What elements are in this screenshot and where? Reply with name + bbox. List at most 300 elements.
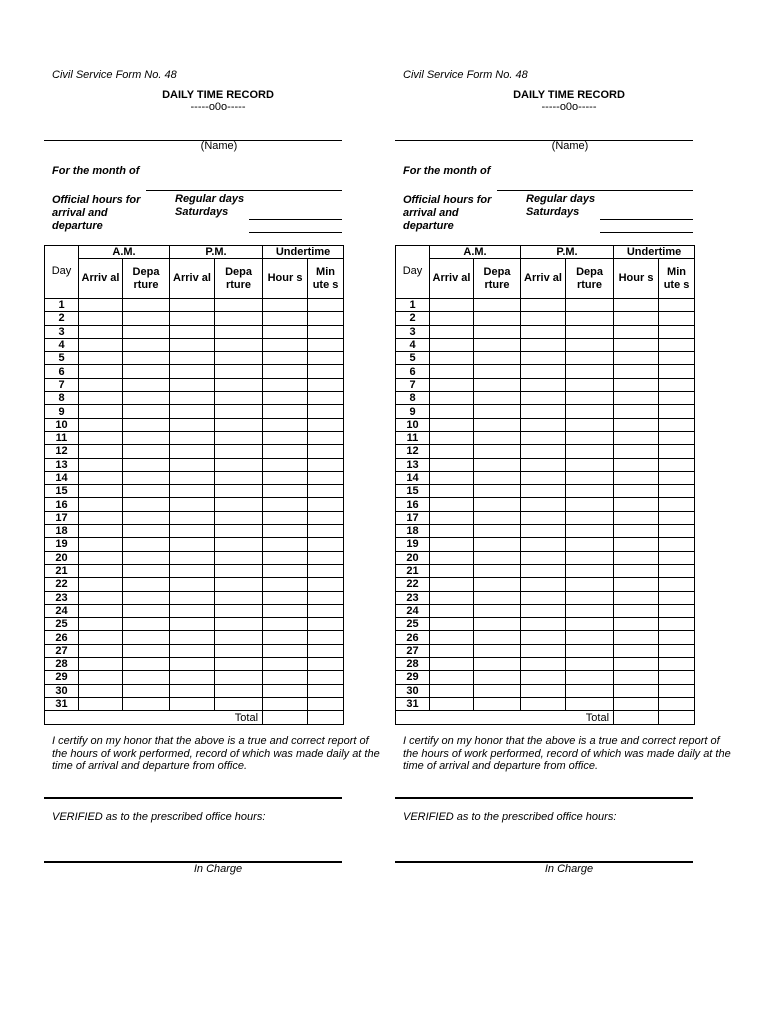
pm-departure-cell[interactable] (566, 671, 614, 684)
undertime-minutes-cell[interactable] (308, 418, 344, 431)
pm-departure-cell[interactable] (566, 578, 614, 591)
pm-departure-cell[interactable] (215, 684, 263, 697)
undertime-hours-cell[interactable] (263, 325, 308, 338)
pm-arrival-cell[interactable] (521, 697, 566, 710)
am-arrival-cell[interactable] (79, 485, 123, 498)
pm-departure-cell[interactable] (215, 392, 263, 405)
undertime-hours-cell[interactable] (263, 431, 308, 444)
undertime-hours-cell[interactable] (263, 299, 308, 312)
employee-signature-line[interactable] (395, 797, 693, 799)
undertime-minutes-cell[interactable] (308, 352, 344, 365)
pm-departure-cell[interactable] (215, 352, 263, 365)
am-arrival-cell[interactable] (79, 525, 123, 538)
am-departure-cell[interactable] (474, 299, 521, 312)
undertime-minutes-cell[interactable] (308, 551, 344, 564)
pm-departure-cell[interactable] (566, 644, 614, 657)
pm-departure-cell[interactable] (566, 511, 614, 524)
undertime-hours-cell[interactable] (614, 551, 659, 564)
undertime-hours-cell[interactable] (614, 471, 659, 484)
am-arrival-cell[interactable] (79, 352, 123, 365)
pm-departure-cell[interactable] (215, 431, 263, 444)
pm-arrival-cell[interactable] (521, 644, 566, 657)
am-departure-cell[interactable] (474, 365, 521, 378)
undertime-minutes-cell[interactable] (308, 538, 344, 551)
am-arrival-cell[interactable] (79, 551, 123, 564)
am-arrival-cell[interactable] (430, 392, 474, 405)
regular-days-field-line[interactable] (600, 219, 693, 220)
undertime-minutes-cell[interactable] (659, 564, 695, 577)
undertime-hours-cell[interactable] (263, 498, 308, 511)
am-arrival-cell[interactable] (79, 299, 123, 312)
pm-departure-cell[interactable] (566, 604, 614, 617)
pm-departure-cell[interactable] (566, 564, 614, 577)
am-arrival-cell[interactable] (79, 378, 123, 391)
undertime-hours-cell[interactable] (614, 352, 659, 365)
am-departure-cell[interactable] (123, 644, 170, 657)
pm-departure-cell[interactable] (215, 538, 263, 551)
undertime-minutes-cell[interactable] (659, 392, 695, 405)
am-arrival-cell[interactable] (79, 471, 123, 484)
am-departure-cell[interactable] (474, 684, 521, 697)
pm-departure-cell[interactable] (215, 445, 263, 458)
am-arrival-cell[interactable] (430, 405, 474, 418)
am-arrival-cell[interactable] (79, 697, 123, 710)
undertime-hours-cell[interactable] (263, 618, 308, 631)
month-field-line[interactable] (497, 190, 693, 191)
pm-arrival-cell[interactable] (170, 471, 215, 484)
pm-arrival-cell[interactable] (521, 618, 566, 631)
pm-departure-cell[interactable] (215, 618, 263, 631)
pm-departure-cell[interactable] (566, 498, 614, 511)
am-arrival-cell[interactable] (430, 671, 474, 684)
pm-arrival-cell[interactable] (170, 631, 215, 644)
undertime-hours-cell[interactable] (263, 578, 308, 591)
am-departure-cell[interactable] (123, 564, 170, 577)
undertime-hours-cell[interactable] (263, 458, 308, 471)
pm-arrival-cell[interactable] (521, 604, 566, 617)
undertime-minutes-cell[interactable] (308, 471, 344, 484)
undertime-hours-cell[interactable] (263, 631, 308, 644)
pm-departure-cell[interactable] (215, 564, 263, 577)
pm-departure-cell[interactable] (566, 299, 614, 312)
am-departure-cell[interactable] (474, 378, 521, 391)
undertime-minutes-cell[interactable] (659, 338, 695, 351)
undertime-hours-cell[interactable] (263, 604, 308, 617)
undertime-hours-cell[interactable] (614, 405, 659, 418)
undertime-minutes-cell[interactable] (308, 604, 344, 617)
pm-arrival-cell[interactable] (170, 418, 215, 431)
am-departure-cell[interactable] (474, 564, 521, 577)
am-departure-cell[interactable] (474, 644, 521, 657)
undertime-minutes-cell[interactable] (308, 684, 344, 697)
undertime-minutes-cell[interactable] (308, 618, 344, 631)
am-departure-cell[interactable] (474, 445, 521, 458)
pm-departure-cell[interactable] (215, 458, 263, 471)
undertime-minutes-cell[interactable] (308, 312, 344, 325)
pm-arrival-cell[interactable] (170, 325, 215, 338)
am-arrival-cell[interactable] (430, 471, 474, 484)
undertime-hours-cell[interactable] (614, 564, 659, 577)
am-arrival-cell[interactable] (79, 312, 123, 325)
undertime-hours-cell[interactable] (614, 591, 659, 604)
am-arrival-cell[interactable] (430, 498, 474, 511)
am-arrival-cell[interactable] (430, 578, 474, 591)
am-departure-cell[interactable] (123, 325, 170, 338)
am-arrival-cell[interactable] (430, 325, 474, 338)
undertime-minutes-cell[interactable] (308, 299, 344, 312)
pm-arrival-cell[interactable] (170, 405, 215, 418)
am-arrival-cell[interactable] (430, 644, 474, 657)
am-arrival-cell[interactable] (79, 671, 123, 684)
pm-departure-cell[interactable] (215, 658, 263, 671)
pm-arrival-cell[interactable] (170, 458, 215, 471)
am-arrival-cell[interactable] (430, 551, 474, 564)
undertime-hours-cell[interactable] (263, 684, 308, 697)
am-arrival-cell[interactable] (79, 511, 123, 524)
undertime-hours-cell[interactable] (614, 525, 659, 538)
am-departure-cell[interactable] (474, 392, 521, 405)
am-departure-cell[interactable] (123, 538, 170, 551)
pm-departure-cell[interactable] (566, 445, 614, 458)
undertime-hours-cell[interactable] (263, 392, 308, 405)
am-arrival-cell[interactable] (430, 511, 474, 524)
undertime-hours-cell[interactable] (614, 445, 659, 458)
am-arrival-cell[interactable] (79, 564, 123, 577)
am-arrival-cell[interactable] (430, 485, 474, 498)
undertime-minutes-cell[interactable] (659, 631, 695, 644)
pm-arrival-cell[interactable] (170, 578, 215, 591)
pm-departure-cell[interactable] (566, 431, 614, 444)
total-hours-cell[interactable] (263, 711, 308, 725)
pm-arrival-cell[interactable] (521, 498, 566, 511)
am-arrival-cell[interactable] (79, 538, 123, 551)
undertime-hours-cell[interactable] (263, 644, 308, 657)
undertime-minutes-cell[interactable] (659, 697, 695, 710)
undertime-hours-cell[interactable] (614, 684, 659, 697)
pm-departure-cell[interactable] (566, 471, 614, 484)
am-departure-cell[interactable] (123, 551, 170, 564)
am-arrival-cell[interactable] (79, 604, 123, 617)
pm-departure-cell[interactable] (215, 498, 263, 511)
pm-arrival-cell[interactable] (170, 365, 215, 378)
pm-departure-cell[interactable] (566, 338, 614, 351)
pm-arrival-cell[interactable] (521, 658, 566, 671)
pm-arrival-cell[interactable] (521, 591, 566, 604)
am-departure-cell[interactable] (123, 312, 170, 325)
am-arrival-cell[interactable] (430, 631, 474, 644)
pm-departure-cell[interactable] (566, 631, 614, 644)
pm-arrival-cell[interactable] (521, 431, 566, 444)
total-minutes-cell[interactable] (308, 711, 344, 725)
undertime-minutes-cell[interactable] (659, 644, 695, 657)
am-arrival-cell[interactable] (79, 392, 123, 405)
undertime-minutes-cell[interactable] (659, 471, 695, 484)
am-departure-cell[interactable] (474, 631, 521, 644)
am-departure-cell[interactable] (123, 299, 170, 312)
pm-arrival-cell[interactable] (521, 538, 566, 551)
am-departure-cell[interactable] (474, 431, 521, 444)
pm-arrival-cell[interactable] (170, 684, 215, 697)
am-departure-cell[interactable] (474, 418, 521, 431)
undertime-minutes-cell[interactable] (659, 498, 695, 511)
pm-departure-cell[interactable] (215, 418, 263, 431)
undertime-minutes-cell[interactable] (308, 644, 344, 657)
pm-departure-cell[interactable] (566, 538, 614, 551)
undertime-minutes-cell[interactable] (659, 458, 695, 471)
am-departure-cell[interactable] (474, 591, 521, 604)
am-departure-cell[interactable] (474, 312, 521, 325)
am-arrival-cell[interactable] (430, 618, 474, 631)
pm-departure-cell[interactable] (215, 525, 263, 538)
pm-departure-cell[interactable] (215, 578, 263, 591)
undertime-minutes-cell[interactable] (659, 578, 695, 591)
undertime-minutes-cell[interactable] (659, 405, 695, 418)
pm-departure-cell[interactable] (566, 697, 614, 710)
am-arrival-cell[interactable] (79, 405, 123, 418)
undertime-hours-cell[interactable] (614, 378, 659, 391)
employee-signature-line[interactable] (44, 797, 342, 799)
undertime-hours-cell[interactable] (614, 485, 659, 498)
am-departure-cell[interactable] (474, 325, 521, 338)
pm-arrival-cell[interactable] (170, 485, 215, 498)
undertime-minutes-cell[interactable] (659, 431, 695, 444)
undertime-minutes-cell[interactable] (308, 378, 344, 391)
pm-departure-cell[interactable] (566, 551, 614, 564)
pm-arrival-cell[interactable] (170, 431, 215, 444)
pm-departure-cell[interactable] (566, 591, 614, 604)
am-departure-cell[interactable] (123, 485, 170, 498)
undertime-minutes-cell[interactable] (308, 511, 344, 524)
pm-departure-cell[interactable] (215, 299, 263, 312)
pm-arrival-cell[interactable] (170, 671, 215, 684)
am-departure-cell[interactable] (474, 525, 521, 538)
undertime-minutes-cell[interactable] (659, 325, 695, 338)
am-arrival-cell[interactable] (79, 618, 123, 631)
pm-departure-cell[interactable] (215, 338, 263, 351)
am-departure-cell[interactable] (123, 378, 170, 391)
undertime-minutes-cell[interactable] (308, 591, 344, 604)
am-departure-cell[interactable] (123, 498, 170, 511)
undertime-hours-cell[interactable] (263, 511, 308, 524)
undertime-hours-cell[interactable] (614, 511, 659, 524)
pm-arrival-cell[interactable] (170, 312, 215, 325)
am-arrival-cell[interactable] (430, 378, 474, 391)
am-departure-cell[interactable] (123, 697, 170, 710)
undertime-hours-cell[interactable] (614, 644, 659, 657)
am-departure-cell[interactable] (474, 538, 521, 551)
am-departure-cell[interactable] (123, 631, 170, 644)
pm-arrival-cell[interactable] (521, 511, 566, 524)
undertime-hours-cell[interactable] (263, 671, 308, 684)
undertime-hours-cell[interactable] (263, 352, 308, 365)
undertime-minutes-cell[interactable] (659, 591, 695, 604)
undertime-hours-cell[interactable] (614, 538, 659, 551)
am-departure-cell[interactable] (123, 392, 170, 405)
undertime-hours-cell[interactable] (263, 591, 308, 604)
pm-departure-cell[interactable] (215, 591, 263, 604)
undertime-minutes-cell[interactable] (659, 312, 695, 325)
pm-arrival-cell[interactable] (170, 538, 215, 551)
saturdays-field-line[interactable] (249, 232, 342, 233)
undertime-minutes-cell[interactable] (659, 671, 695, 684)
am-arrival-cell[interactable] (430, 684, 474, 697)
undertime-minutes-cell[interactable] (659, 618, 695, 631)
am-arrival-cell[interactable] (79, 578, 123, 591)
pm-arrival-cell[interactable] (521, 338, 566, 351)
am-arrival-cell[interactable] (430, 458, 474, 471)
am-departure-cell[interactable] (123, 431, 170, 444)
pm-arrival-cell[interactable] (170, 445, 215, 458)
am-departure-cell[interactable] (123, 604, 170, 617)
undertime-hours-cell[interactable] (263, 525, 308, 538)
undertime-hours-cell[interactable] (263, 485, 308, 498)
pm-departure-cell[interactable] (215, 604, 263, 617)
undertime-hours-cell[interactable] (614, 299, 659, 312)
pm-departure-cell[interactable] (566, 458, 614, 471)
pm-arrival-cell[interactable] (521, 418, 566, 431)
undertime-hours-cell[interactable] (263, 338, 308, 351)
am-arrival-cell[interactable] (430, 445, 474, 458)
month-field-line[interactable] (146, 190, 342, 191)
undertime-minutes-cell[interactable] (308, 485, 344, 498)
undertime-minutes-cell[interactable] (659, 365, 695, 378)
pm-arrival-cell[interactable] (521, 325, 566, 338)
am-departure-cell[interactable] (474, 578, 521, 591)
undertime-hours-cell[interactable] (263, 697, 308, 710)
undertime-hours-cell[interactable] (614, 312, 659, 325)
pm-arrival-cell[interactable] (170, 618, 215, 631)
am-arrival-cell[interactable] (430, 525, 474, 538)
am-arrival-cell[interactable] (430, 591, 474, 604)
am-departure-cell[interactable] (123, 471, 170, 484)
undertime-hours-cell[interactable] (614, 418, 659, 431)
am-arrival-cell[interactable] (430, 431, 474, 444)
am-arrival-cell[interactable] (430, 697, 474, 710)
undertime-minutes-cell[interactable] (308, 458, 344, 471)
am-departure-cell[interactable] (474, 551, 521, 564)
undertime-minutes-cell[interactable] (308, 405, 344, 418)
pm-arrival-cell[interactable] (521, 405, 566, 418)
pm-departure-cell[interactable] (566, 325, 614, 338)
undertime-hours-cell[interactable] (614, 325, 659, 338)
pm-arrival-cell[interactable] (170, 564, 215, 577)
am-departure-cell[interactable] (123, 338, 170, 351)
pm-arrival-cell[interactable] (521, 578, 566, 591)
undertime-hours-cell[interactable] (263, 365, 308, 378)
undertime-hours-cell[interactable] (263, 312, 308, 325)
am-departure-cell[interactable] (474, 471, 521, 484)
undertime-minutes-cell[interactable] (308, 498, 344, 511)
am-arrival-cell[interactable] (79, 445, 123, 458)
undertime-hours-cell[interactable] (614, 697, 659, 710)
am-arrival-cell[interactable] (79, 684, 123, 697)
pm-departure-cell[interactable] (566, 418, 614, 431)
am-arrival-cell[interactable] (79, 498, 123, 511)
am-departure-cell[interactable] (474, 498, 521, 511)
am-arrival-cell[interactable] (79, 431, 123, 444)
undertime-minutes-cell[interactable] (659, 658, 695, 671)
undertime-minutes-cell[interactable] (659, 299, 695, 312)
am-arrival-cell[interactable] (430, 365, 474, 378)
undertime-hours-cell[interactable] (614, 458, 659, 471)
pm-departure-cell[interactable] (566, 405, 614, 418)
pm-departure-cell[interactable] (566, 525, 614, 538)
pm-arrival-cell[interactable] (521, 551, 566, 564)
pm-departure-cell[interactable] (215, 378, 263, 391)
am-arrival-cell[interactable] (79, 658, 123, 671)
am-arrival-cell[interactable] (430, 299, 474, 312)
undertime-hours-cell[interactable] (263, 418, 308, 431)
am-arrival-cell[interactable] (430, 352, 474, 365)
pm-departure-cell[interactable] (215, 511, 263, 524)
pm-arrival-cell[interactable] (521, 365, 566, 378)
undertime-minutes-cell[interactable] (308, 578, 344, 591)
undertime-hours-cell[interactable] (614, 392, 659, 405)
am-departure-cell[interactable] (474, 697, 521, 710)
undertime-hours-cell[interactable] (614, 498, 659, 511)
pm-arrival-cell[interactable] (521, 445, 566, 458)
pm-arrival-cell[interactable] (521, 631, 566, 644)
am-arrival-cell[interactable] (430, 418, 474, 431)
am-arrival-cell[interactable] (79, 631, 123, 644)
undertime-hours-cell[interactable] (263, 471, 308, 484)
undertime-minutes-cell[interactable] (308, 365, 344, 378)
pm-departure-cell[interactable] (566, 312, 614, 325)
total-minutes-cell[interactable] (659, 711, 695, 725)
am-arrival-cell[interactable] (430, 604, 474, 617)
am-departure-cell[interactable] (474, 604, 521, 617)
am-arrival-cell[interactable] (430, 312, 474, 325)
am-arrival-cell[interactable] (79, 458, 123, 471)
am-departure-cell[interactable] (474, 658, 521, 671)
am-departure-cell[interactable] (123, 618, 170, 631)
am-arrival-cell[interactable] (79, 338, 123, 351)
undertime-minutes-cell[interactable] (308, 697, 344, 710)
undertime-minutes-cell[interactable] (659, 604, 695, 617)
am-arrival-cell[interactable] (79, 365, 123, 378)
pm-arrival-cell[interactable] (170, 551, 215, 564)
am-departure-cell[interactable] (123, 658, 170, 671)
pm-departure-cell[interactable] (215, 405, 263, 418)
undertime-minutes-cell[interactable] (659, 525, 695, 538)
am-departure-cell[interactable] (474, 485, 521, 498)
undertime-minutes-cell[interactable] (659, 551, 695, 564)
undertime-minutes-cell[interactable] (308, 525, 344, 538)
am-arrival-cell[interactable] (79, 591, 123, 604)
undertime-minutes-cell[interactable] (308, 392, 344, 405)
am-arrival-cell[interactable] (79, 418, 123, 431)
undertime-minutes-cell[interactable] (659, 445, 695, 458)
am-arrival-cell[interactable] (430, 338, 474, 351)
pm-arrival-cell[interactable] (521, 312, 566, 325)
pm-arrival-cell[interactable] (521, 471, 566, 484)
am-departure-cell[interactable] (123, 525, 170, 538)
undertime-minutes-cell[interactable] (659, 418, 695, 431)
pm-arrival-cell[interactable] (170, 338, 215, 351)
undertime-hours-cell[interactable] (614, 671, 659, 684)
pm-departure-cell[interactable] (566, 658, 614, 671)
am-departure-cell[interactable] (123, 511, 170, 524)
am-departure-cell[interactable] (123, 671, 170, 684)
am-departure-cell[interactable] (123, 684, 170, 697)
undertime-hours-cell[interactable] (614, 658, 659, 671)
am-arrival-cell[interactable] (430, 538, 474, 551)
pm-arrival-cell[interactable] (170, 658, 215, 671)
undertime-hours-cell[interactable] (614, 604, 659, 617)
pm-arrival-cell[interactable] (170, 299, 215, 312)
am-arrival-cell[interactable] (430, 564, 474, 577)
saturdays-field-line[interactable] (600, 232, 693, 233)
